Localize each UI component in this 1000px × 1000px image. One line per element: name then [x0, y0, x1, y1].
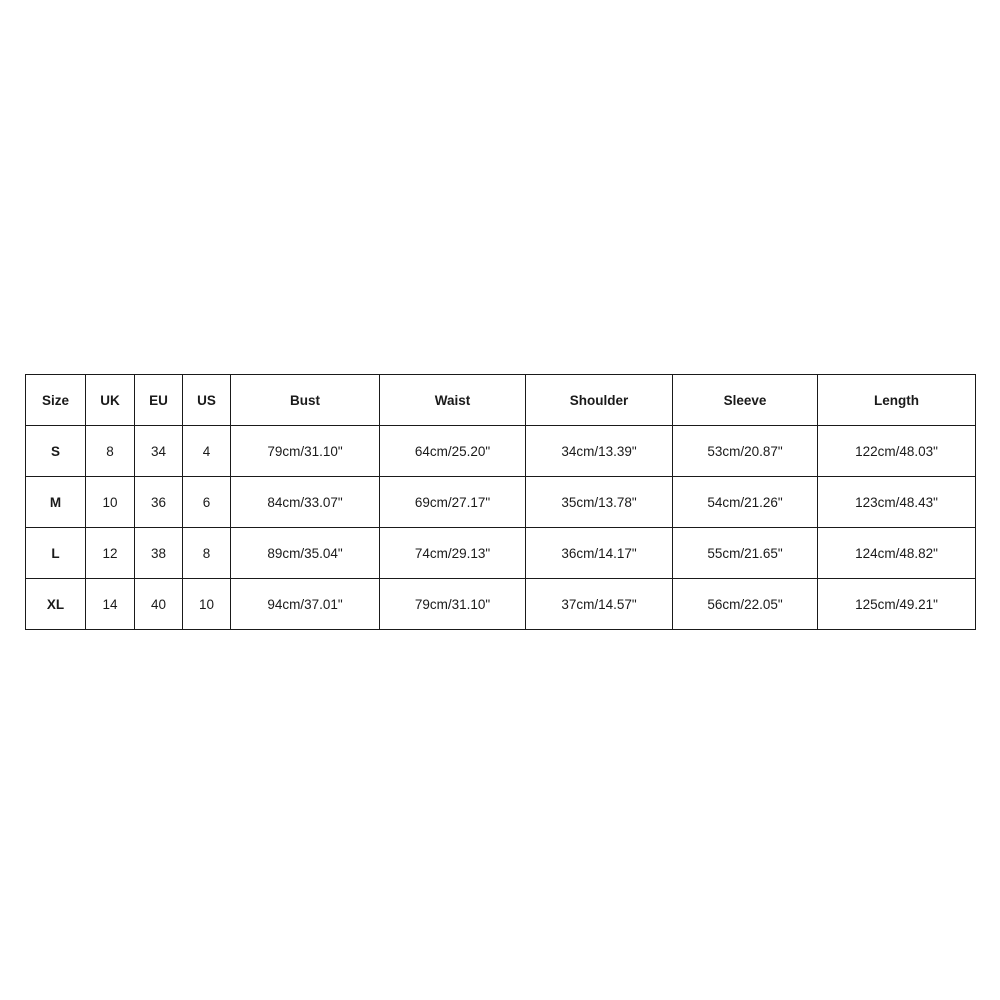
- cell-uk: 10: [86, 477, 135, 528]
- cell-sleeve: 53cm/20.87": [673, 426, 818, 477]
- column-header-shoulder: Shoulder: [526, 375, 673, 426]
- cell-us: 4: [183, 426, 231, 477]
- cell-waist: 69cm/27.17": [380, 477, 526, 528]
- column-header-size: Size: [26, 375, 86, 426]
- cell-length: 124cm/48.82": [818, 528, 976, 579]
- table-row: [26, 579, 976, 630]
- cell-length: 125cm/49.21": [818, 579, 976, 630]
- cell-bust: 94cm/37.01": [231, 579, 380, 630]
- cell-size: M: [26, 477, 86, 528]
- size-chart-table: [25, 374, 976, 630]
- cell-eu: 38: [135, 528, 183, 579]
- cell-uk: 12: [86, 528, 135, 579]
- cell-waist: 79cm/31.10": [380, 579, 526, 630]
- cell-shoulder: 36cm/14.17": [526, 528, 673, 579]
- cell-sleeve: 55cm/21.65": [673, 528, 818, 579]
- table-body: [26, 426, 976, 630]
- cell-eu: 34: [135, 426, 183, 477]
- cell-size: S: [26, 426, 86, 477]
- cell-uk: 14: [86, 579, 135, 630]
- cell-shoulder: 34cm/13.39": [526, 426, 673, 477]
- column-header-uk: UK: [86, 375, 135, 426]
- cell-eu: 36: [135, 477, 183, 528]
- column-header-sleeve: Sleeve: [673, 375, 818, 426]
- cell-uk: 8: [86, 426, 135, 477]
- column-header-length: Length: [818, 375, 976, 426]
- table-header: [26, 375, 976, 426]
- cell-us: 6: [183, 477, 231, 528]
- cell-shoulder: 35cm/13.78": [526, 477, 673, 528]
- cell-size: L: [26, 528, 86, 579]
- column-header-eu: EU: [135, 375, 183, 426]
- cell-size: XL: [26, 579, 86, 630]
- table-header-row: [26, 375, 976, 426]
- table-row: [26, 426, 976, 477]
- cell-bust: 89cm/35.04": [231, 528, 380, 579]
- table-row: [26, 477, 976, 528]
- cell-length: 122cm/48.03": [818, 426, 976, 477]
- cell-bust: 84cm/33.07": [231, 477, 380, 528]
- cell-sleeve: 54cm/21.26": [673, 477, 818, 528]
- cell-waist: 64cm/25.20": [380, 426, 526, 477]
- size-chart-container: [25, 374, 975, 630]
- cell-us: 10: [183, 579, 231, 630]
- cell-length: 123cm/48.43": [818, 477, 976, 528]
- cell-waist: 74cm/29.13": [380, 528, 526, 579]
- column-header-waist: Waist: [380, 375, 526, 426]
- cell-sleeve: 56cm/22.05": [673, 579, 818, 630]
- cell-us: 8: [183, 528, 231, 579]
- cell-eu: 40: [135, 579, 183, 630]
- cell-shoulder: 37cm/14.57": [526, 579, 673, 630]
- column-header-us: US: [183, 375, 231, 426]
- column-header-bust: Bust: [231, 375, 380, 426]
- cell-bust: 79cm/31.10": [231, 426, 380, 477]
- table-row: [26, 528, 976, 579]
